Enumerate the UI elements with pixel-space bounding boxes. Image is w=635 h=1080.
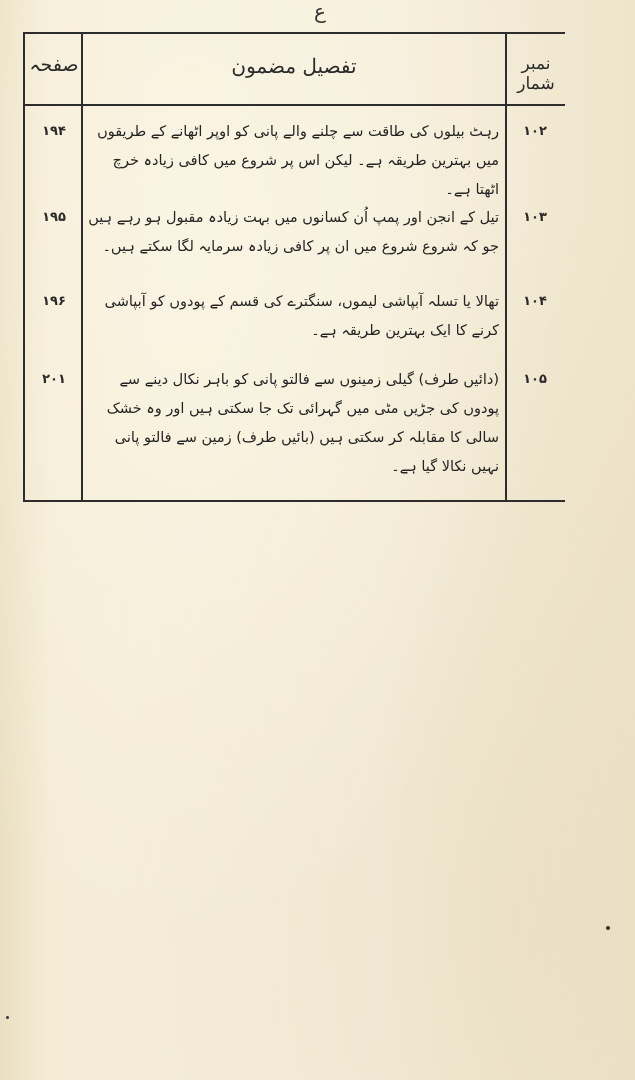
entry-serial-number: ۱۰۴ xyxy=(523,294,547,309)
entry-serial-number: ۱۰۳ xyxy=(523,210,547,225)
contents-table xyxy=(23,32,565,502)
ink-speck xyxy=(606,926,610,930)
page-column-header: صفحہ xyxy=(29,54,79,76)
entry-description: تیل کے انجن اور پمپ اُن کسانوں میں بہت زیادہ مقبول ہو رہے ہیں جو کہ شروع شروع میں ان پر کافی زیادہ سرمایہ لگا سکتے ہیں۔ xyxy=(88,210,499,255)
ink-speck xyxy=(6,1016,9,1019)
entry-description: (دائیں طرف) گیلی زمینوں سے فالتو پانی کو باہر نکال دینے سے پودوں کی جڑیں مٹی میں گہرائی تک جا سکتی ہیں اور وہ خشک سالی کا مقابلہ کر سکتی ہیں (بائیں طرف) زمین سے فالتو پانی نہیں نکالا گیا ہے۔ xyxy=(106,372,499,475)
entry-page-number: ۲۰۱ xyxy=(42,372,66,387)
entry-page-number: ۱۹۵ xyxy=(42,210,66,225)
entry-page-number: ۱۹۶ xyxy=(42,294,66,309)
entry-description: تھالا یا تسلہ آبپاشی لیموں، سنگترے کی قسم کے پودوں کو آبپاشی کرنے کا ایک بہترین طریقہ ہے۔ xyxy=(104,294,499,339)
entry-serial-number: ۱۰۲ xyxy=(523,124,547,139)
number-column-header: نمبر شمار xyxy=(517,54,555,94)
table-bottom-rule xyxy=(23,500,565,502)
table-left-border xyxy=(23,32,25,502)
page-column-divider xyxy=(81,32,83,502)
table-top-rule xyxy=(23,32,565,34)
subject-column-header: تفصیل مضمون xyxy=(231,54,357,78)
number-column-divider xyxy=(505,32,507,502)
entry-page-number: ۱۹۴ xyxy=(42,124,66,139)
page-marker: ع xyxy=(314,0,326,23)
entry-description: رہٹ بیلوں کی طاقت سے چلنے والے پانی کو اوپر اٹھانے کے طریقوں میں بہترین طریقہ ہے۔ لیکن اس پر شروع میں کافی زیادہ خرچ اٹھتا ہے۔ xyxy=(97,124,499,198)
table-header-rule xyxy=(23,104,565,106)
entry-serial-number: ۱۰۵ xyxy=(523,372,547,387)
